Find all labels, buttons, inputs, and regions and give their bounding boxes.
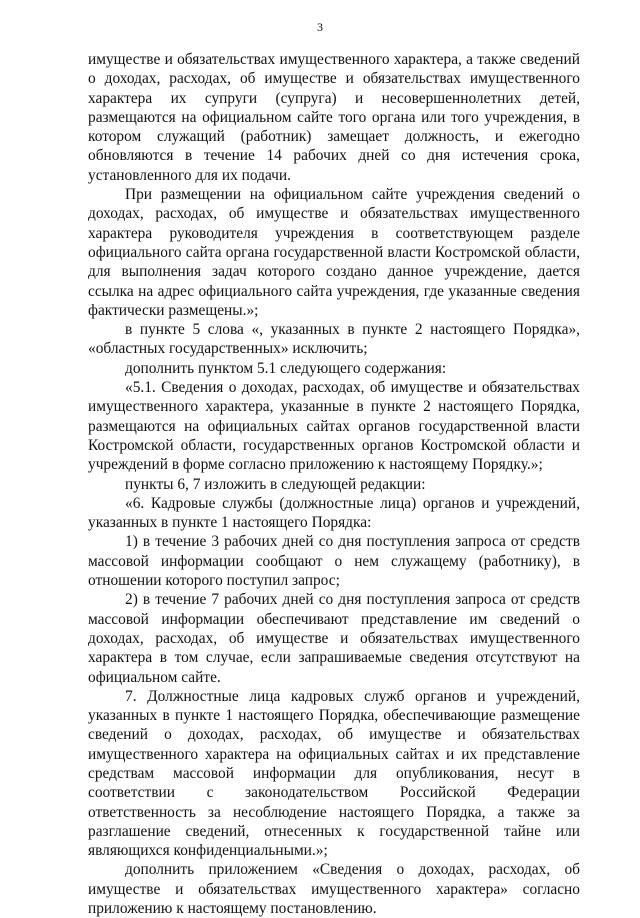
paragraph-1: имуществе и обязательствах имущественного характера, а также сведений о доходах, расходах, об имуществе и обязательствах имущественного характера их супруги (супруга) и несовершеннолетних детей, размещаются на официальном сайте того органа или того учреждения, в котором служащий (работник) замещает должность, и ежегодно обновляются в течение 14 рабочих дней со дня истечения срока, установленного для их подачи. <box>88 51 580 184</box>
paragraph-6: пункты 6, 7 изложить в следующей редакции: <box>125 475 426 493</box>
paragraph-3: в пункте 5 слова «, указанных в пункте 2 настоящего Порядка», «областных государственных» исключить; <box>88 321 580 358</box>
paragraph-4: дополнить пунктом 5.1 следующего содержания: <box>125 359 447 377</box>
page-number: 3 <box>317 20 323 34</box>
paragraph-10: 7. Должностные лица кадровых служб органов и учреждений, указанных в пункте 1 настоящего Порядка, обеспечивающие размещение сведений о доходах, расходах, об имуществе и обязательствах имущественного характера на официальных сайтах и их представление средствам массовой информации для опубликования, несут в соответствии с законодательством Российской Федерации ответственность за несоблюдение настоящего Порядка, а также за разглашение сведений, отнесенных к государственной тайне или являющихся конфиденциальными.»; <box>88 687 580 860</box>
paragraph-7: «6. Кадровые службы (должностные лица) органов и учреждений, указанных в пункте 1 настоящего Порядка: <box>88 494 580 532</box>
document-body <box>88 50 580 918</box>
paragraph-2: При размещении на официальном сайте учреждения сведений о доходах, расходах, об имуществе и обязательствах имущественного характера руководителя учреждения в соответствующем разделе официального сайта органа государственной власти Костромской области, для выполнения задач которого создано данное учреждение, дается ссылка на адрес официального сайта учреждения, где указанные сведения фактически размещены.»; <box>88 186 580 319</box>
paragraph-9: 2) в течение 7 рабочих дней со дня поступления запроса от средств массовой информации обеспечивают представление им сведений о доходах, расходах, об имуществе и обязательствах имущественного характера в том случае, если запрашиваемые сведения отсутствуют на официальном сайте. <box>88 591 580 686</box>
paragraph-5: «5.1. Сведения о доходах, расходах, об имуществе и обязательствах имущественного характера, указанные в пункте 2 настоящего Порядка, размещаются на официальных сайтах органов государственной власти Костромской области, государственных органов Костромской области и учреждений в форме согласно приложению к настоящему Порядку.»; <box>88 379 580 474</box>
paragraph-11: дополнить приложением «Сведения о доходах, расходах, об имуществе и обязательствах имущественного характера» согласно приложению к настоящему постановлению. <box>88 861 580 918</box>
paragraph-8: 1) в течение 3 рабочих дней со дня поступления запроса от средств массовой информации сообщают о нем служащему (работнику), в отношении которого поступил запрос; <box>88 533 580 590</box>
